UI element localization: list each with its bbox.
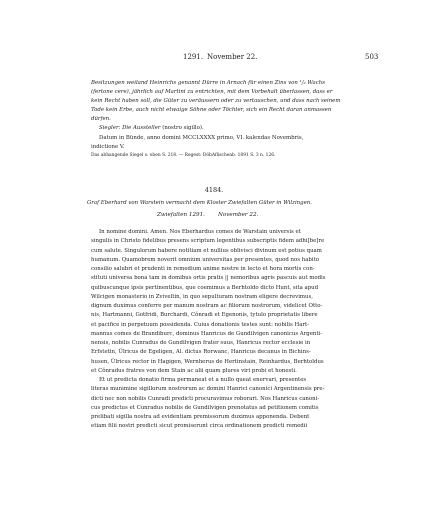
text-line: nis, Hartmanni, Gotfridi, Burchardi, Cŏnradi et Egenonis, tytulo proprietatis libere	[91, 312, 318, 319]
text-line: Besitzungen weiland Heinrichs genannt Dürre in Arnach für einen Zins von ¹/₂ Wachs	[91, 80, 325, 86]
document-place-year: Zwiefalten 1291.	[157, 212, 205, 218]
charter-text	[91, 228, 367, 432]
text-line: husen, Ŭlricus rector in Hagigen, Wernherus de Hertinstain, Reinhardus, Berhtoldus	[91, 358, 324, 365]
text-line: dicti nec non nobilis Cunradi predicti procuravimus roborari. Nos Hanricus canoni-	[91, 395, 320, 402]
text-line: quibuscunque ipsis pertinentibus, que coemimus a Berhtoldo dicto Hunt, sita apud	[91, 284, 319, 291]
sigla-line	[91, 124, 367, 133]
document-regest: Graf Eberhard von Warstein vermacht dem Kloster Zwiefalten Güter in Wilzingen.	[87, 200, 312, 206]
text-line: consilio salubri et prudenti in remedium anime nostre in lecto et hora mortis con-	[91, 266, 315, 272]
text-line: Et ut predicta donatio firma permaneat et a nullo queat enervari, presentes	[99, 377, 307, 383]
text-line: Erfstetin, Ŭlricus de Egeligen, Al. dictus Rorwanc, Hanricus decanus in Bichins-	[91, 349, 311, 356]
sigla-issuers: Die Aussteller	[122, 125, 161, 131]
footnote: Das abhangende Siegel s. oben S. 218. — Regest: DöbAflischeab. 1891 S. 3 n. 126.	[91, 153, 276, 158]
text-line: Datum in Bünde, anno domini MCCLXXXX primo, VI. kalendas Novembris,	[99, 135, 304, 141]
text-line: indictione V.	[91, 144, 125, 150]
text-line: dürfen.	[91, 116, 111, 122]
text-line: Wilcigen monasterio in Zviveltin, in quo sepulturam nostram eligere decrevimus,	[91, 293, 313, 300]
text-line: literas munimine sigillorum nostrorum ac domini Hanrici canonici Argentinensis pre-	[91, 386, 325, 393]
text-line: humanum. Quamobrem noverit omnium universitas per presentes, quod nos habito	[91, 256, 319, 263]
document-number: 4184.	[204, 186, 224, 194]
header-date: November 22.	[207, 53, 258, 61]
document-date: November 22.	[218, 212, 259, 218]
text-line: et Cŏnradus fratres von dem Stain ac alii quam plures viri probi et honesti.	[91, 367, 297, 374]
text-line: etiam filii nostri predicti sicut promiserunt circa ordinationem predicti remedii	[91, 423, 308, 430]
text-line: stituti universa bona tam in domibus ortis pratis || nemoribus agris pascuis aut modis	[91, 275, 326, 282]
text-line: Tode kein Erbe, auch nicht etwaige Söhne oder Töchter, sich ein Recht daran anmassen	[91, 107, 332, 113]
datum-paragraph	[91, 134, 367, 152]
text-line: cus predictus et Cunradus nobilis de Gundilvigen prenotatus ad petitionem comitis	[91, 404, 319, 411]
text-line: nensis, nobilis Cunradus de Gundilvigen frater suus, Hanricus rector ecclesie in	[91, 340, 311, 346]
text-line: prelibati sigilla nostra ad evidentiam premissorum duximus apponenda. Debent	[91, 414, 310, 420]
intro-paragraph	[91, 79, 367, 124]
text-line: In nomine domini. Amen. Nos Eberhardus comes de Warstain universis et	[99, 229, 301, 235]
sigla-label: Siegler:	[99, 125, 121, 131]
header-year: 1291.	[183, 53, 204, 61]
sigla-note: (nostro sigillo).	[162, 125, 204, 131]
text-line: cum salute. Singulorum habere notitiam et nullius oblivisci divinum est potius quam	[91, 247, 322, 254]
text-line: mannus comes de Brandiburc, dominus Hanricus de Gundilvigen canonicus Argenti-	[91, 330, 323, 337]
page-number: 503	[365, 53, 379, 61]
text-line: dignum duximus conferre per manum nostram ac filiorum nostrorum, videlicet Otto-	[91, 303, 323, 309]
text-line: kein Recht haben soll, die Güter zu veräussern oder zu vertauschen, und dass nach seinem	[91, 98, 341, 104]
text-line: (fertone cere), jährlich auf Martini zu entrichten, mit dem Vorbehalt überlassen, dass er	[91, 89, 333, 95]
text-line: singulis in Christo fidelibus presens scriptum legentibus subscriptis fidem adhi[be]re	[91, 238, 325, 245]
text-line: et pacifice in perpetuum possidenda. Cuius donationis testes sunt: nobilis Hart-	[91, 321, 309, 328]
